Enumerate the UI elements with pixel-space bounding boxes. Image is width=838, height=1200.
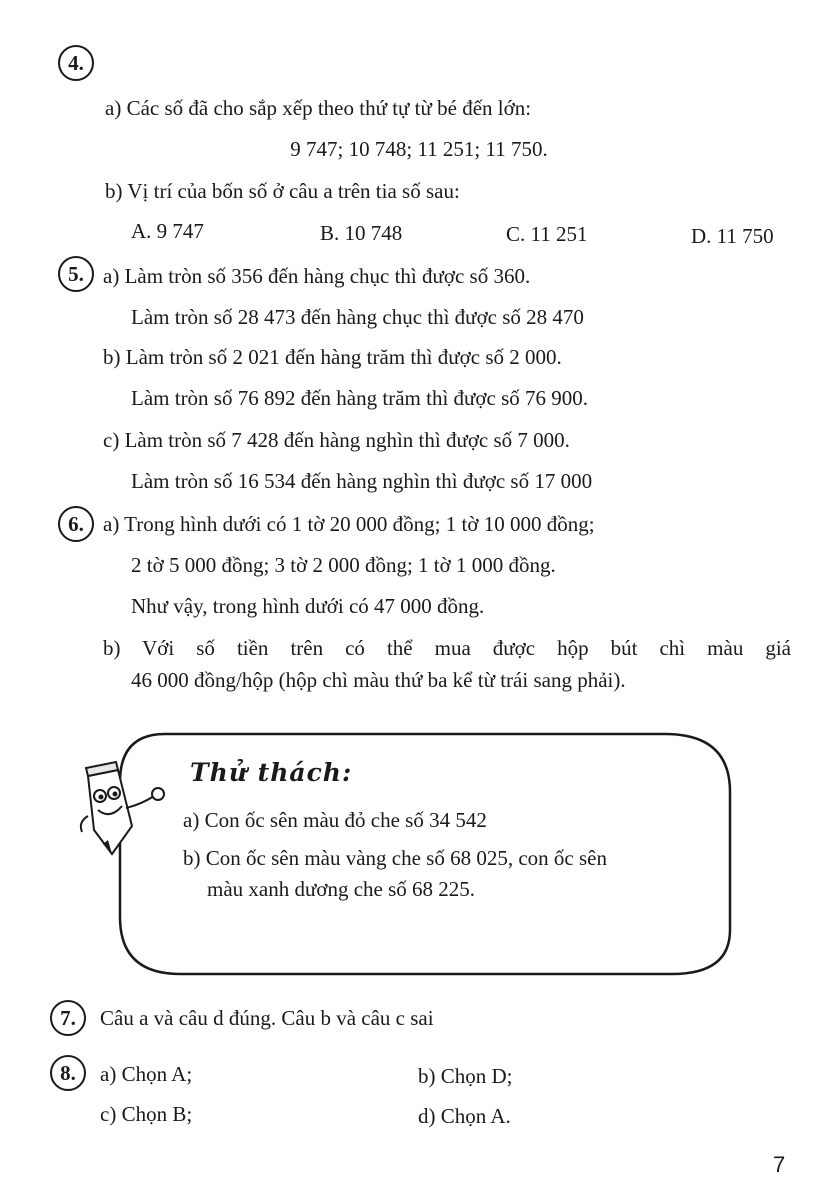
q4-option-b: B. 10 748: [320, 221, 403, 245]
q8-answer-d: d) Chọn A.: [418, 1104, 511, 1128]
challenge-title: Thử thách:: [190, 758, 353, 787]
page-number: 7: [773, 1152, 786, 1177]
q8-answer-a: a) Chọn A;: [100, 1062, 193, 1086]
q6-a-line-3: Như vậy, trong hình dưới có 47 000 đồng.: [131, 594, 485, 618]
pencil-mascot-icon: [70, 756, 180, 866]
q8-answer-b: b) Chọn D;: [418, 1064, 513, 1088]
challenge-line-1: a) Con ốc sên màu đỏ che số 34 542: [183, 808, 487, 832]
q8-answer-c: c) Chọn B;: [100, 1102, 193, 1126]
q7-text: Câu a và câu d đúng. Câu b và câu c sai: [100, 1006, 434, 1030]
q4-a-text: a) Các số đã cho sắp xếp theo thứ tự từ bé đến lớn:: [105, 96, 532, 120]
question-7-number: 7.: [50, 1000, 86, 1036]
q6-b-line-1: b) Với số tiền trên có thể mua được hộp bút chì màu giá: [103, 636, 791, 660]
q5-line-4: Làm tròn số 76 892 đến hàng trăm thì được số 76 900.: [131, 386, 589, 410]
q4-option-d: D. 11 750: [691, 224, 774, 248]
q5-line-1: a) Làm tròn số 356 đến hàng chục thì được số 360.: [103, 264, 531, 288]
challenge-line-2: b) Con ốc sên màu vàng che số 68 025, con ốc sên: [183, 846, 607, 870]
q4-option-c: C. 11 251: [506, 222, 588, 246]
q4-b-text: b) Vị trí của bốn số ở câu a trên tia số sau:: [105, 179, 460, 203]
question-6-number: 6.: [58, 506, 94, 542]
q6-b-line-2: 46 000 đồng/hộp (hộp chì màu thứ ba kể từ trái sang phải).: [131, 668, 626, 692]
q5-line-5: c) Làm tròn số 7 428 đến hàng nghìn thì được số 7 000.: [103, 428, 570, 452]
challenge-line-3: màu xanh dương che số 68 225.: [207, 877, 476, 901]
q4-option-a: A. 9 747: [131, 219, 204, 243]
q5-line-6: Làm tròn số 16 534 đến hàng nghìn thì được số 17 000: [131, 469, 593, 493]
question-8-number: 8.: [50, 1055, 86, 1091]
q4-a-sequence: 9 747; 10 748; 11 251; 11 750.: [290, 137, 548, 161]
question-5-number: 5.: [58, 256, 94, 292]
q6-a-line-2: 2 tờ 5 000 đồng; 3 tờ 2 000 đồng; 1 tờ 1 000 đồng.: [131, 553, 556, 577]
q5-line-3: b) Làm tròn số 2 021 đến hàng trăm thì được số 2 000.: [103, 345, 562, 369]
question-4-number: 4.: [58, 45, 94, 81]
q6-a-line-1: a) Trong hình dưới có 1 tờ 20 000 đồng; 1 tờ 10 000 đồng;: [103, 512, 595, 536]
q5-line-2: Làm tròn số 28 473 đến hàng chục thì được số 28 470: [131, 305, 584, 329]
